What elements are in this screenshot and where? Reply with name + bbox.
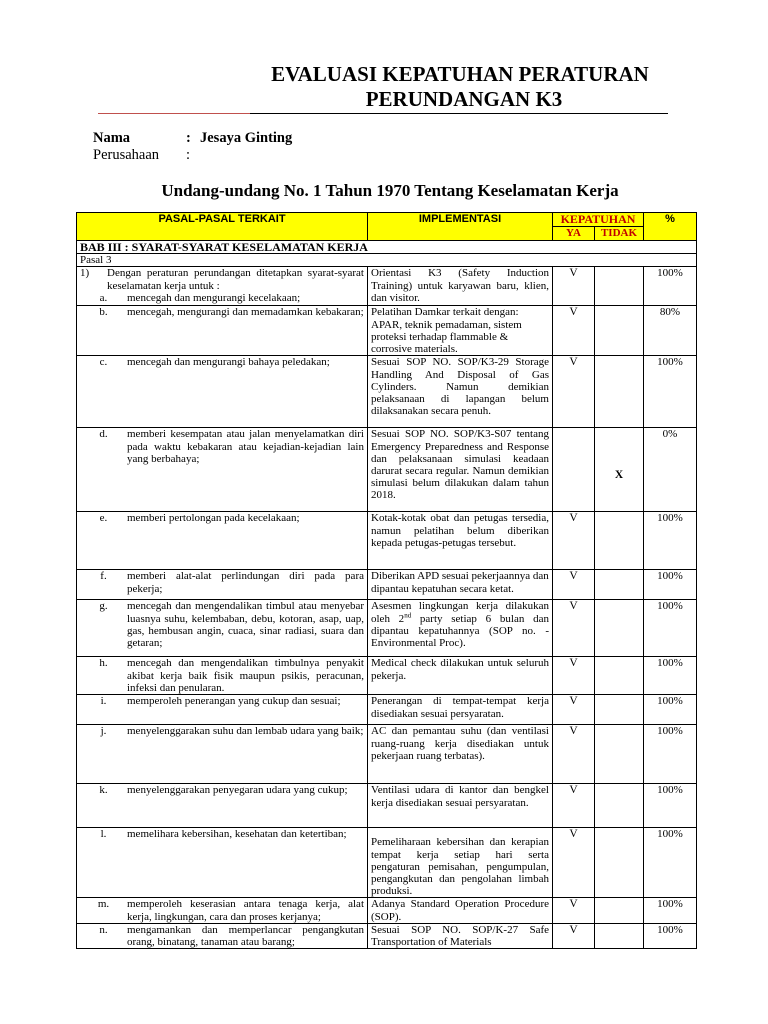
item-text: memelihara kebersihan, kesehatan dan ketertiban; — [127, 828, 347, 841]
item-label: d. — [99, 428, 108, 441]
pasal-cell — [77, 898, 368, 923]
percent-cell: 100% — [644, 828, 697, 898]
item-label: f. — [100, 570, 107, 583]
pasal-cell — [77, 570, 368, 600]
percent-cell: 100% — [644, 898, 697, 923]
ya-cell: V — [553, 784, 595, 828]
item-label: l. — [100, 828, 107, 841]
item-label: m. — [97, 898, 110, 911]
title-line-1: EVALUASI KEPATUHAN PERATURAN — [271, 62, 649, 86]
percent-cell: 100% — [644, 784, 697, 828]
law-subtitle: Undang-undang No. 1 Tahun 1970 Tentang Keselamatan Kerja — [161, 181, 619, 200]
item-text: mencegah dan mengurangi bahaya peledakan; — [127, 356, 330, 369]
pasal-cell — [77, 923, 368, 948]
impl-cell: AC dan pemantau suhu (dan ventilasi ruang-ruang kerja disediakan untuk pekerjaan ruang terbatas). — [368, 725, 553, 784]
tidak-cell — [595, 267, 644, 306]
table-row — [77, 570, 697, 600]
nama-label: Nama — [93, 130, 131, 146]
item-label: j. — [100, 725, 107, 738]
percent-cell: 100% — [644, 512, 697, 570]
table-row — [77, 898, 697, 923]
table-row — [77, 828, 697, 898]
title-underline-accent — [98, 113, 250, 114]
perusahaan-row — [93, 147, 292, 164]
pasal-cell — [77, 657, 368, 695]
item-number: 1) — [80, 267, 90, 280]
table-row — [77, 428, 697, 512]
pasal-cell — [77, 600, 368, 657]
impl-cell: Kotak-kotak obat dan petugas tersedia, namun pelatihan belum diberikan kepada petugas-petugas tersebut. — [368, 512, 553, 570]
item-label: h. — [99, 657, 108, 670]
item-label: g. — [99, 600, 108, 613]
impl-text-part: Asesmen lingkungan kerja dilakukan oleh 2 — [371, 600, 549, 625]
impl-cell: Diberikan APD sesuai pekerjaannya dan dipantau kepatuhan secara ketat. — [368, 570, 553, 600]
ya-cell: V — [553, 725, 595, 784]
pasal-cell — [77, 695, 368, 725]
percent-cell: 80% — [644, 306, 697, 356]
header-kepatuhan: KEPATUHAN — [553, 213, 644, 227]
item-label: e. — [99, 512, 108, 525]
table-row — [77, 784, 697, 828]
identity-block — [93, 130, 292, 164]
impl-cell: Sesuai SOP NO. SOP/K3-S07 tentang Emergency Preparedness and Response dan pelaksanaan simulasi keadaan darurat secara regular. Namun demikian simulasi belum dilakukan dalam tahun 2018. — [368, 428, 553, 512]
pasal-cell — [77, 784, 368, 828]
pasal-cell — [77, 306, 368, 356]
percent-cell: 100% — [644, 267, 697, 306]
ya-cell: V — [553, 267, 595, 306]
tidak-cell — [595, 600, 644, 657]
nama-colon: : — [186, 130, 191, 146]
table-row — [77, 600, 697, 657]
tidak-cell — [595, 828, 644, 898]
header-tidak: TIDAK — [595, 227, 644, 241]
document-title — [0, 62, 768, 112]
percent-cell: 100% — [644, 923, 697, 948]
item-text: memperoleh penerangan yang cukup dan sesuai; — [127, 695, 341, 708]
item-text: mencegah dan mengendalikan timbul atau menyebar luasnya suhu, kelembaban, debu, kotoran, asap, uap, gas, hembusan angin, cuaca, sinar radiasi, suara dan getaran; — [127, 600, 364, 650]
percent-cell: 100% — [644, 657, 697, 695]
perusahaan-colon: : — [186, 147, 191, 163]
pasal-cell — [77, 356, 368, 428]
ya-cell: V — [553, 828, 595, 898]
impl-cell: Pemeliharaan kebersihan dan kerapian tempat kerja setiap hari serta pengaturan pemisahan, pengumpulan, pengangkutan dan pengolahan limbah produksi. — [368, 828, 553, 898]
ya-cell: V — [553, 306, 595, 356]
table-row — [77, 695, 697, 725]
percent-cell: 100% — [644, 695, 697, 725]
item-text: menyelenggarakan penyegaran udara yang cukup; — [127, 784, 348, 797]
item-text: mencegah dan mengendalikan timbulnya penyakit akibat kerja baik fisik maupun psikis, peracunan, infeksi dan penularan. — [127, 657, 364, 694]
item-text: mencegah dan mengurangi kecelakaan; — [127, 291, 301, 304]
header-implementasi: IMPLEMENTASI — [368, 213, 553, 241]
tidak-cell — [595, 356, 644, 428]
item-text: memberi pertolongan pada kecelakaan; — [127, 512, 300, 525]
perusahaan-label: Perusahaan — [93, 147, 160, 163]
table-row — [77, 657, 697, 695]
nama-value: Jesaya Ginting — [200, 130, 293, 146]
table-row — [77, 923, 697, 948]
item-text: Dengan peraturan perundangan ditetapkan syarat-syarat keselamatan kerja untuk : — [107, 267, 364, 292]
tidak-cell — [595, 512, 644, 570]
compliance-table — [76, 212, 697, 949]
title-underline — [250, 113, 668, 114]
item-label: i. — [100, 695, 107, 708]
ya-cell: V — [553, 570, 595, 600]
percent-cell: 100% — [644, 600, 697, 657]
tidak-cell — [595, 725, 644, 784]
pasal-cell — [77, 267, 368, 306]
tidak-cell — [595, 695, 644, 725]
pasal-cell — [77, 828, 368, 898]
impl-text-part: party setiap 6 bulan dan dipantau kepatuhannya (SOP no. - Environmental Proc). — [371, 612, 549, 650]
impl-cell: Ventilasi udara di kantor dan bengkel kerja disediakan sesuai persyaratan. — [368, 784, 553, 828]
impl-cell: Pelatihan Damkar terkait dengan: APAR, teknik pemadaman, sistem proteksi terhadap flammable & corrosive materials. — [368, 306, 553, 356]
ya-cell: V — [553, 600, 595, 657]
tidak-cell — [595, 570, 644, 600]
percent-cell: 100% — [644, 356, 697, 428]
item-label: c. — [99, 356, 108, 369]
impl-cell: Medical check dilakukan untuk seluruh pekerja. — [368, 657, 553, 695]
item-text: memberi kesempatan atau jalan menyelamatkan diri pada waktu kebakaran atau kejadian-kejadian lain yang berbahaya; — [127, 428, 364, 465]
tidak-cell — [595, 923, 644, 948]
header-percent: % — [644, 213, 697, 241]
table-row — [77, 267, 697, 306]
table-row — [77, 306, 697, 356]
impl-cell: Adanya Standard Operation Procedure (SOP). — [368, 898, 553, 923]
header-pasal: PASAL-PASAL TERKAIT — [77, 213, 368, 241]
impl-cell: Sesuai SOP NO. SOP/K-27 Safe Transportation of Materials — [368, 923, 553, 948]
ya-cell: V — [553, 898, 595, 923]
ya-cell: V — [553, 512, 595, 570]
item-label: n. — [99, 923, 108, 936]
item-label: b. — [99, 306, 108, 319]
nama-row — [93, 130, 292, 147]
table-row — [77, 356, 697, 428]
impl-text-superscript: nd — [404, 610, 412, 619]
table-row — [77, 725, 697, 784]
item-label: k. — [99, 784, 108, 797]
tidak-cell — [595, 784, 644, 828]
pasal-cell — [77, 725, 368, 784]
item-text: mengamankan dan memperlancar pengangkutan orang, binatang, tanaman atau barang; — [127, 923, 364, 949]
tidak-cell — [595, 657, 644, 695]
percent-cell: 100% — [644, 570, 697, 600]
impl-cell: Orientasi K3 (Safety Induction Training) untuk karyawan baru, klien, dan visitor. — [368, 267, 553, 306]
item-text: menyelenggarakan suhu dan lembab udara yang baik; — [127, 725, 364, 738]
tidak-cell — [595, 306, 644, 356]
title-line-2: PERUNDANGAN K3 — [365, 87, 563, 111]
item-text: memperoleh keserasian antara tenaga kerja, alat kerja, lingkungan, cara dan proses kerjanya; — [127, 898, 364, 923]
item-text: mencegah, mengurangi dan memadamkan kebakaran; — [127, 306, 364, 319]
tidak-cell: X — [595, 428, 644, 512]
pasal-cell — [77, 428, 368, 512]
tidak-cell — [595, 898, 644, 923]
ya-cell: V — [553, 356, 595, 428]
table-row — [77, 512, 697, 570]
impl-cell — [368, 600, 553, 657]
percent-cell: 0% — [644, 428, 697, 512]
ya-cell: V — [553, 695, 595, 725]
ya-cell — [553, 428, 595, 512]
item-label: a. — [99, 291, 108, 304]
pasal-heading: Pasal 3 — [77, 254, 697, 267]
impl-cell: Penerangan di tempat-tempat kerja disediakan sesuai persyaratan. — [368, 695, 553, 725]
item-text: memberi alat-alat perlindungan diri pada para pekerja; — [127, 570, 364, 595]
percent-cell: 100% — [644, 725, 697, 784]
impl-cell: Sesuai SOP NO. SOP/K3-29 Storage Handling And Disposal of Gas Cylinders. Namun demikian pelaksanaan di lapangan belum dilaksanakan secara penuh. — [368, 356, 553, 428]
ya-cell: V — [553, 657, 595, 695]
pasal-cell — [77, 512, 368, 570]
ya-cell: V — [553, 923, 595, 948]
header-ya: YA — [553, 227, 595, 241]
bab-heading: BAB III : SYARAT-SYARAT KESELAMATAN KERJA — [77, 241, 697, 254]
